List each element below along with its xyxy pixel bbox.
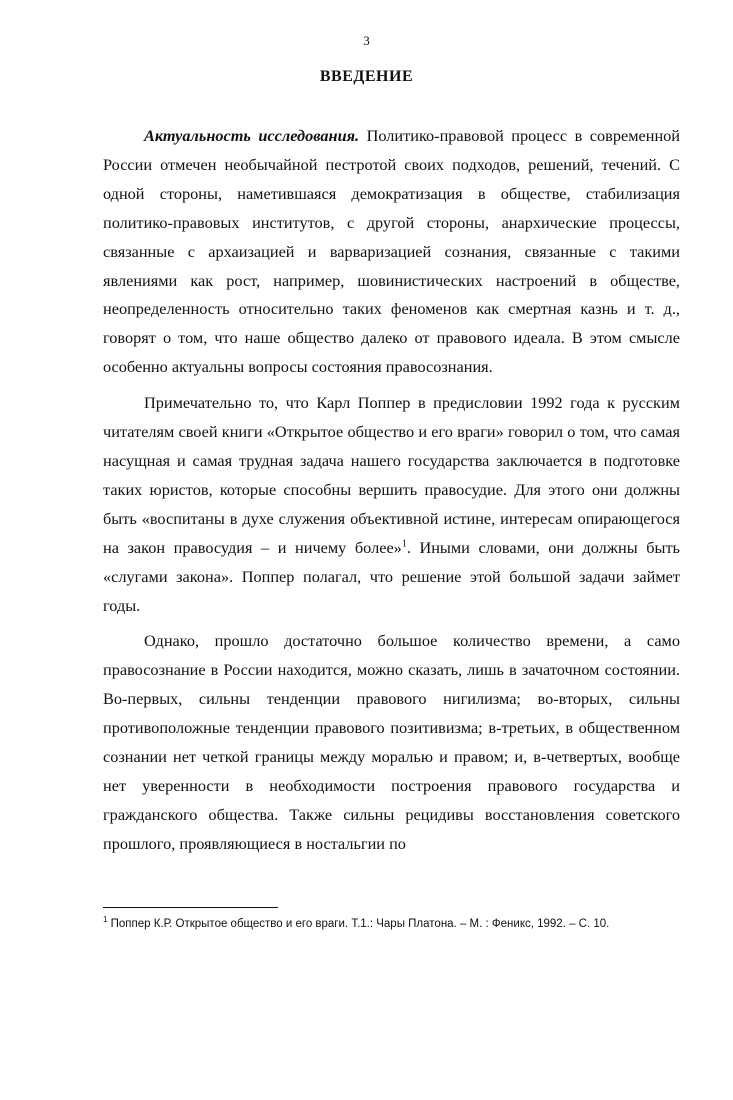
paragraph-3 bbox=[103, 627, 680, 858]
paragraph-2 bbox=[103, 389, 680, 620]
paragraph-2-text-after: . Иными словами, они должны быть «слугами закона». Поппер полагал, что решение этой большой задачи займет годы. bbox=[103, 537, 680, 615]
footnote-mark: 1 bbox=[103, 915, 108, 925]
paragraph-1 bbox=[103, 122, 680, 382]
footnote-text: Поппер К.Р. Открытое общество и его враги. Т.1.: Чары Платона. – М. : Феникс, 1992. – С. 10. bbox=[107, 918, 610, 930]
page-number: 3 bbox=[363, 33, 370, 48]
paragraph-2-text-before: Примечательно то, что Карл Поппер в предисловии 1992 года к русским читателям своей книги «Открытое общество и его враги» говорил о том, что самая насущная и самая трудная задача нашего государства заключается в подготовке таких юристов, которые способны вершить правосудие. Для этого они должны быть «воспитаны в духе служения объективной истине, интересам опирающегося на закон правосудия – и ничему более» bbox=[103, 393, 680, 557]
paragraph-3-text: Однако, прошло достаточно большое количество времени, а само правосознание в России находится, можно сказать, лишь в зачаточном состоянии. Во-первых, сильны тенденции правового нигилизма; во-вторых, сильны противоположные тенденции правового позитивизма; в-третьих, в общественном сознании нет четкой границы между моралью и правом; и, в-четвертых, вообще нет уверенности в необходимости построения правового государства и гражданского общества. Также сильны рецидивы восстановления советского прошлого, проявляющиеся в ностальгии по bbox=[103, 631, 680, 853]
page-title: ВВЕДЕНИЕ bbox=[319, 68, 414, 85]
footnote bbox=[103, 916, 680, 932]
footnote-divider bbox=[103, 907, 278, 908]
body-text bbox=[103, 122, 680, 866]
footnote-reference[interactable]: 1 bbox=[401, 538, 407, 550]
paragraph-lead: Актуальность исследования. bbox=[144, 126, 360, 145]
paragraph-1-text: Политико-правовой процесс в современной России отмечен необычайной пестротой своих подходов, решений, течений. С одной стороны, наметившаяся демократизация в обществе, стабилизация политико-правовых институтов, с другой стороны, анархические процессы, связанные с архаизацией и варваризацией сознания, связанные с такими явлениями как рост, например, шовинистических настроений в обществе, неопределенность относительно таких феноменов как смертная казнь и т. д., говорят о том, что наше общество далеко от правового идеала. В этом смысле особенно актуальны вопросы состояния правосознания. bbox=[103, 126, 681, 377]
